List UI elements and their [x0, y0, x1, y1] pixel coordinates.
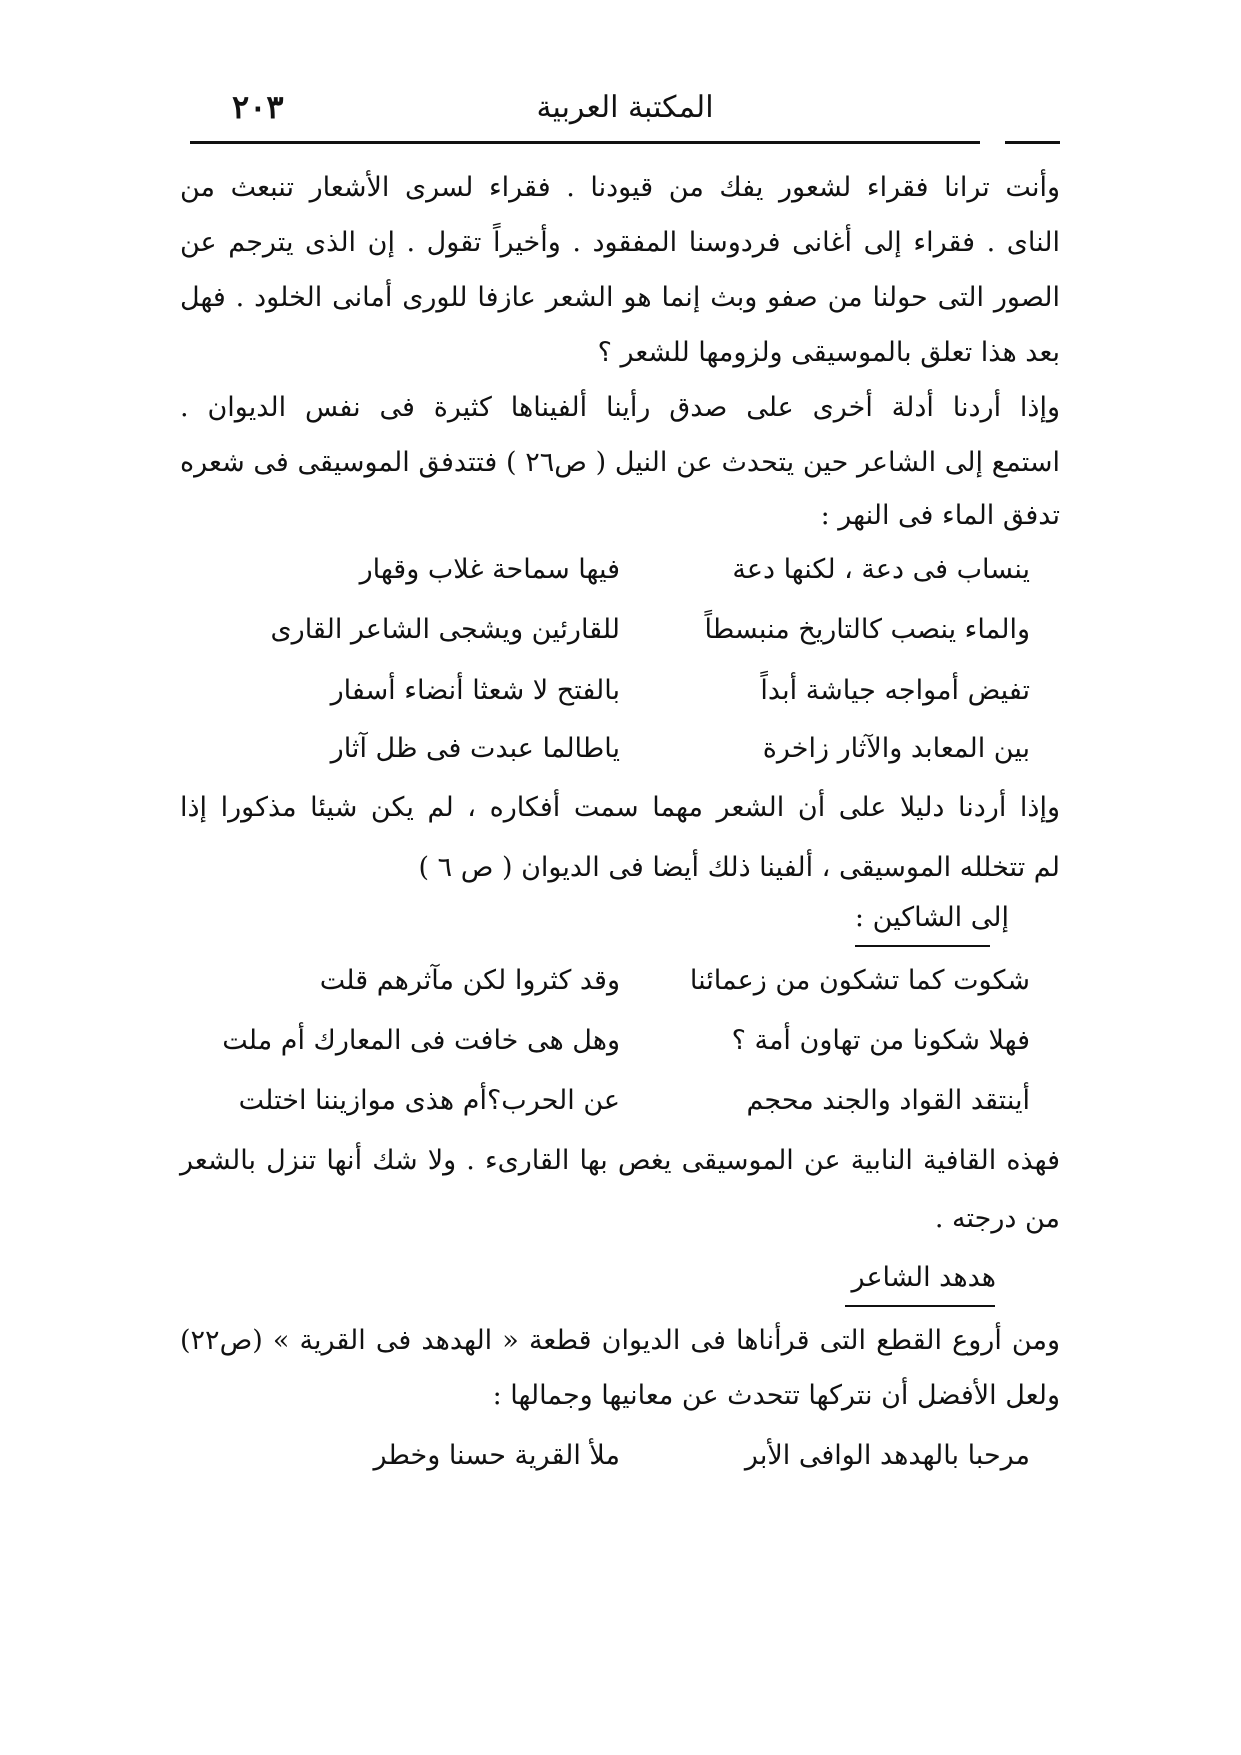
- page-number: ٢٠٣: [232, 88, 284, 126]
- running-header: [190, 88, 1060, 148]
- verse-second-hemistich: فيها سماحة غلاب وقهار: [359, 554, 620, 585]
- paragraph-line: وإذا أردنا أدلة أخرى على صدق رأينا ألفيناها كثيرة فى نفس الديوان .: [180, 392, 1060, 423]
- verse-second-hemistich: وهل هى خافت فى المعارك أم ملت: [222, 1025, 620, 1056]
- verse-second-hemistich: للقارئين ويشجى الشاعر القارى: [270, 614, 620, 645]
- poem-verse: [222, 1025, 1030, 1065]
- poem-verse: [230, 1085, 1030, 1125]
- verse-first-hemistich: فهلا شكونا من تهاون أمة ؟: [731, 1025, 1030, 1056]
- header-rule: [190, 141, 980, 144]
- paragraph-line: الصور التى حولنا من صفو وبث إنما هو الشعر عازفا للورى أمانى الخلود . فهل: [180, 282, 1060, 313]
- paragraph-line: لم تتخلله الموسيقى ، ألفينا ذلك أيضا فى الديوان ( ص ٦ ): [418, 852, 1060, 883]
- paragraph-line: فهذه القافية النابية عن الموسيقى يغص بها القارىء . ولا شك أنها تنزل بالشعر: [180, 1145, 1060, 1176]
- verse-second-hemistich: وقد كثروا لكن مآثرهم قلت: [319, 965, 620, 996]
- verse-second-hemistich: بالفتح لا شعثا أنضاء أسفار: [330, 675, 620, 706]
- verse-first-hemistich: ينساب فى دعة ، لكنها دعة: [732, 554, 1030, 585]
- subheading-underline: [845, 1305, 995, 1307]
- poem-verse: [230, 614, 1030, 654]
- poem-verse: [230, 554, 1030, 594]
- paragraph-line: استمع إلى الشاعر حين يتحدث عن النيل ( ص٢٦ ) فتتدفق الموسيقى فى شعره: [180, 447, 1060, 478]
- paragraph-line: الناى . فقراء إلى أغانى فردوسنا المفقود . وأخيراً تقول . إن الذى يترجم عن: [180, 227, 1060, 258]
- paragraph-line: ولعل الأفضل أن نتركها تتحدث عن معانيها وجمالها :: [492, 1380, 1060, 1411]
- section-subheading: هدهد الشاعر: [851, 1262, 996, 1293]
- verse-first-hemistich: بين المعابد والآثار زاخرة: [762, 733, 1030, 764]
- poem-verse: [230, 965, 1030, 1005]
- header-rule-short: [1005, 141, 1060, 144]
- verse-first-hemistich: أينتقد القواد والجند محجم: [746, 1085, 1030, 1116]
- verse-first-hemistich: شكوت كما تشكون من زعمائنا: [689, 965, 1030, 996]
- verse-first-hemistich: مرحبا بالهدهد الوافى الأبر: [744, 1440, 1030, 1471]
- verse-second-hemistich: ياطالما عبدت فى ظل آثار: [330, 733, 620, 764]
- paragraph-line: بعد هذا تعلق بالموسيقى ولزومها للشعر ؟: [597, 337, 1060, 368]
- subheading-underline: [855, 945, 990, 947]
- verse-second-hemistich: ملأ القرية حسنا وخطر: [373, 1440, 620, 1471]
- poem-verse: [230, 733, 1030, 773]
- poem-verse: [230, 675, 1030, 715]
- paragraph-line: وأنت ترانا فقراء لشعور يفك من قيودنا . فقراء لسرى الأشعار تنبعث من: [180, 172, 1060, 203]
- section-subheading: إلى الشاكين :: [854, 902, 1009, 933]
- verse-first-hemistich: تفيض أمواجه جياشة أبداً: [760, 675, 1030, 706]
- paragraph-line: ومن أروع القطع التى قرأناها فى الديوان قطعة « الهدهد فى القرية » (ص٢٢): [180, 1325, 1060, 1356]
- paragraph-line: وإذا أردنا دليلا على أن الشعر مهما سمت أفكاره ، لم يكن شيئا مذكورا إذا: [180, 792, 1060, 823]
- verse-first-hemistich: والماء ينصب كالتاريخ منبسطاً: [704, 614, 1030, 645]
- verse-second-hemistich: عن الحرب؟أم هذى موازيننا اختلت: [238, 1085, 620, 1116]
- paragraph-line: تدفق الماء فى النهر :: [820, 500, 1060, 531]
- paragraph-line: من درجته .: [934, 1203, 1060, 1234]
- poem-verse: [230, 1440, 1030, 1480]
- page-title: المكتبة العربية: [536, 90, 714, 125]
